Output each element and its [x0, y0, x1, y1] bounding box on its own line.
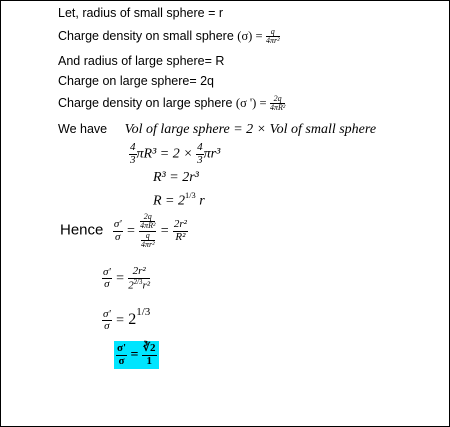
compound-num-top: 2q	[140, 213, 155, 222]
we-have-label: We have	[58, 122, 108, 136]
step3-equation	[102, 306, 150, 333]
final-result	[114, 341, 159, 369]
final-sigma-prime: σ'	[117, 342, 127, 354]
volume-equation	[129, 142, 220, 166]
four-thirds-den-2: 3	[197, 153, 203, 166]
final-sigma: σ	[118, 354, 125, 367]
sigma-large-den: 4πR²	[270, 103, 286, 113]
sigma-large-fraction	[270, 95, 285, 113]
four-thirds-fraction-2	[196, 142, 204, 166]
step2-den-r2: r²	[142, 278, 151, 291]
sigma-small-lhs: (σ) =	[237, 29, 263, 44]
we-have-line	[58, 122, 376, 138]
R3-equation: R³ = 2r³	[153, 170, 199, 185]
sigma: σ	[115, 230, 121, 243]
step3-base: 2	[128, 310, 137, 328]
compound-den	[139, 232, 156, 250]
step3-sigma-prime: σ'	[103, 307, 111, 320]
four-thirds-den: 3	[130, 153, 136, 166]
step2-den	[128, 279, 150, 292]
pi-R3-expression: πR³ = 2 ×	[136, 146, 193, 162]
step2-den-exp: 2/3	[133, 278, 143, 286]
final-rhs-fraction	[142, 343, 157, 367]
charge-density-large-line	[58, 95, 285, 113]
r2-over-R2-fraction	[173, 219, 188, 243]
final-sigma-fraction	[116, 343, 127, 367]
compound-num	[139, 213, 156, 232]
sigma-ratio-fraction	[113, 219, 123, 243]
charge-density-small-line	[58, 28, 280, 46]
step3-sigma: σ	[104, 320, 110, 333]
step2-sigma-fraction	[102, 267, 112, 291]
R2-den: R²	[175, 230, 186, 243]
hence-label: Hence	[60, 221, 104, 239]
r2-num: 2r²	[173, 218, 187, 231]
step2-den-base: 2	[128, 278, 134, 291]
compound-num-inner	[140, 213, 155, 231]
sigma-small-num: q	[266, 28, 280, 37]
compound-den-inner	[141, 232, 155, 250]
step2-rhs-fraction	[128, 266, 150, 292]
sigma-small-den: 4πr²	[266, 36, 280, 46]
compound-num-bottom: 4πR²	[140, 221, 156, 231]
step2-equation	[102, 266, 150, 292]
compound-fraction	[139, 213, 156, 250]
step2-num: 2r²	[128, 266, 150, 279]
sigma-prime: σ'	[113, 218, 122, 231]
step2-sigma: σ	[104, 278, 110, 291]
compound-den-bottom: 4πr²	[140, 240, 155, 250]
charge-density-small-label: Charge density on small sphere	[58, 29, 234, 44]
sigma-large-lhs: (σ ') =	[235, 96, 267, 111]
final-result-highlight	[114, 341, 159, 369]
R-rhs-r: r	[199, 193, 205, 209]
step2-sigma-prime: σ'	[103, 265, 111, 278]
charge-large-line: Charge on large sphere= 2q	[58, 74, 215, 88]
compound-den-top: q	[141, 232, 155, 241]
volume-relation: Vol of large sphere = 2 × Vol of small sphere	[124, 122, 377, 137]
equals-1: =	[126, 223, 136, 239]
R-equation	[153, 191, 205, 210]
sigma-large-num: 2q	[270, 95, 285, 104]
equals-2: =	[159, 223, 170, 239]
final-one: 1	[146, 354, 153, 367]
step2-equals: =	[115, 270, 125, 286]
final-cbrt2: ∛2	[143, 342, 156, 354]
sigma-small-fraction	[266, 28, 280, 46]
radius-large-line: And radius of large sphere= R	[58, 54, 225, 68]
step3-exponent: 1/3	[136, 306, 151, 318]
R-lhs: R = 2	[153, 193, 185, 209]
four-thirds-fraction	[129, 142, 137, 166]
step3-sigma-fraction	[102, 309, 112, 333]
hence-equation	[60, 213, 188, 250]
step3-equals: =	[115, 312, 125, 328]
charge-density-large-label: Charge density on large sphere	[58, 96, 233, 111]
final-equals: =	[130, 347, 139, 363]
four-thirds-num: 4	[130, 141, 136, 153]
pi-r3-expression: πr³	[203, 146, 221, 162]
let-line: Let, radius of small sphere = r	[58, 6, 224, 20]
four-thirds-num-2: 4	[197, 141, 203, 153]
R-exponent: 1/3	[185, 191, 196, 200]
